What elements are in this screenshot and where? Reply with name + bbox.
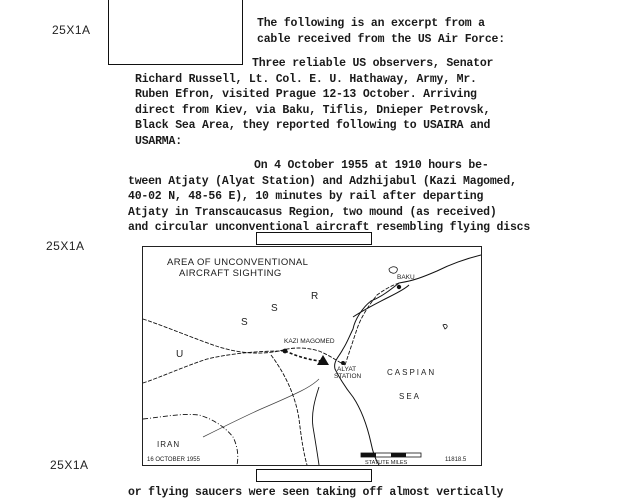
map-drawing	[143, 247, 481, 465]
redaction-label: 25X1A	[50, 458, 89, 472]
para2-line: and circular unconventional aircraft resembling flying discs	[128, 221, 531, 234]
railway	[345, 283, 399, 365]
ussr-letter: S	[271, 303, 278, 314]
kura-river	[203, 379, 319, 437]
para1-line: Ruben Efron, visited Prague 12-13 October. Arriving	[135, 88, 477, 101]
map-code-caption: 11818.5	[445, 457, 467, 463]
kazi-magomed-label: KAZI MAGOMED	[284, 338, 335, 345]
redaction-box	[108, 0, 243, 65]
para1-line: direct from Kiev, via Baku, Tiflis, Dnieper Petrovsk,	[135, 104, 491, 117]
ussr-letter: U	[176, 349, 184, 360]
railway	[143, 351, 283, 383]
sea-label: SEA	[399, 392, 422, 401]
para2-line: tween Atjaty (Alyat Station) and Adzhijabul (Kazi Magomed,	[128, 175, 517, 188]
ussr-letter: S	[241, 317, 248, 328]
sighting-path	[285, 351, 323, 361]
para3-line: or flying saucers were seen taking off almost vertically	[128, 486, 504, 499]
para1-line: Three reliable US observers, Senator	[252, 57, 494, 70]
ussr-letter: R	[311, 291, 319, 302]
sighting-map	[142, 246, 482, 466]
scale-label: STATUTE MILES	[365, 460, 408, 465]
alyat-station-label: STATION	[334, 373, 362, 380]
caspian-label: CASPIAN	[387, 368, 437, 377]
railway	[271, 355, 307, 465]
redaction-label: 25X1A	[46, 239, 85, 253]
map-title	[167, 257, 308, 279]
redaction-box	[256, 469, 372, 482]
para2-line: On 4 October 1955 at 1910 hours be-	[254, 159, 489, 172]
coastline-south	[312, 387, 319, 465]
map-date-caption: 16 OCTOBER 1955	[147, 457, 200, 463]
intro-line: cable received from the US Air Force:	[257, 33, 505, 46]
redaction-label: 25X1A	[52, 23, 91, 37]
island	[443, 324, 447, 329]
para1-line: Richard Russell, Lt. Col. E. U. Hathaway, Army, Mr.	[135, 73, 477, 86]
scale-bar	[361, 453, 421, 457]
map-title-line: AREA OF UNCONVENTIONAL	[167, 257, 309, 268]
island	[389, 267, 397, 273]
absheron-peninsula	[353, 285, 409, 317]
para2-line: 40-02 N, 48-56 E), 10 minutes by rail after departing	[128, 190, 484, 203]
intro-line: The following is an excerpt from a	[257, 17, 485, 30]
para1-line: USARMA:	[135, 135, 182, 148]
iran-label: IRAN	[157, 440, 181, 449]
para1-line: Black Sea Area, they reported following to USAIRA and	[135, 119, 491, 132]
kazi-magomed-marker	[283, 349, 288, 354]
alyat-station-marker	[341, 361, 345, 365]
map-title-line: AIRCRAFT SIGHTING	[179, 268, 282, 279]
baku-marker	[397, 285, 401, 289]
baku-label: BAKU	[397, 274, 415, 281]
alyat-station-label: ALYAT	[337, 366, 357, 373]
para2-line: Atjaty in Transcaucasus Region, two mound (as received)	[128, 206, 497, 219]
